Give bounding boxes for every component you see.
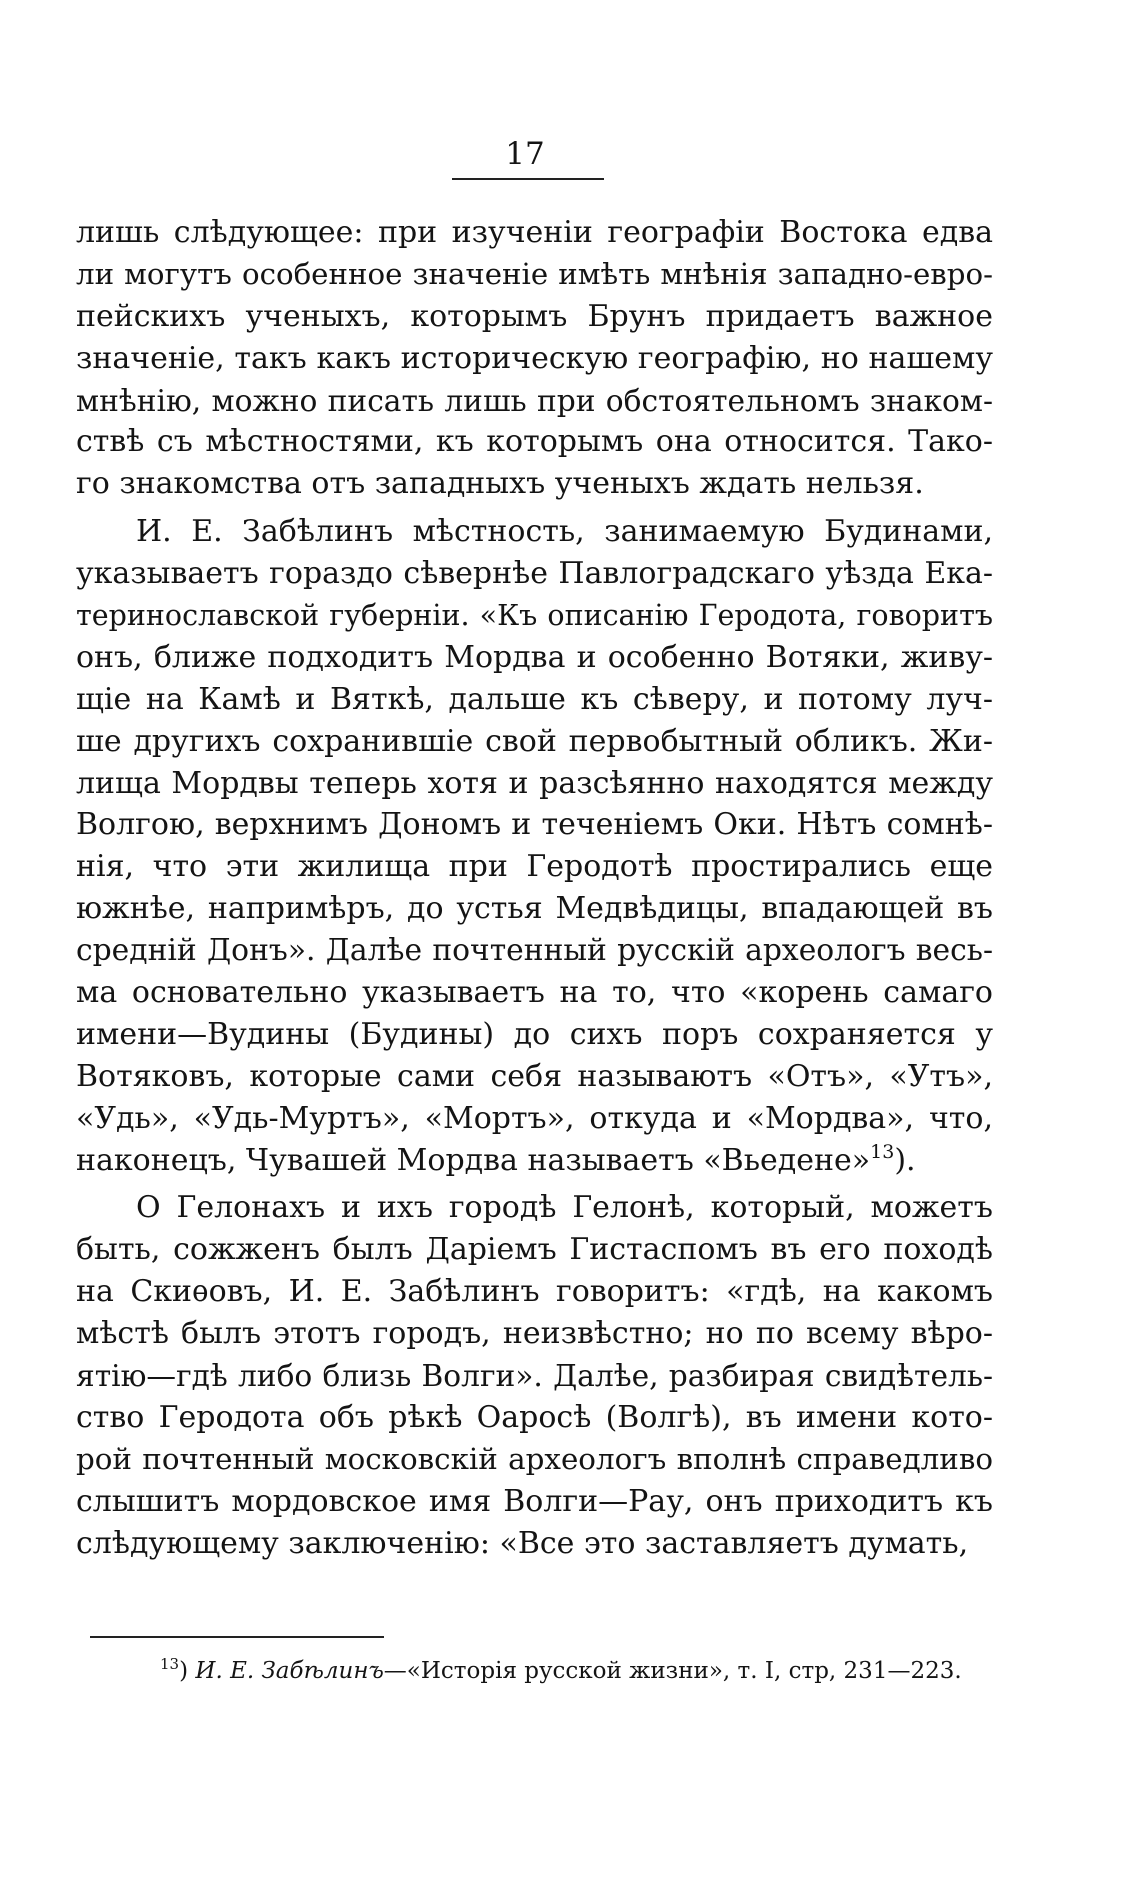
text-line: теринославской губерніи. «Къ описанію Геродота, говоритъ bbox=[76, 599, 993, 633]
text-line: мѣстѣ былъ этотъ городъ, неизвѣстно; но по всему вѣро- bbox=[76, 1316, 993, 1352]
footnote-reference: 13 bbox=[870, 1140, 895, 1163]
text-line: на Скиѳовъ, И. Е. Забѣлинъ говоритъ: «гдѣ, на какомъ bbox=[76, 1274, 993, 1310]
text-line: ятію—гдѣ либо близь Волги». Далѣе, разбирая свидѣтель- bbox=[76, 1358, 993, 1394]
footnote-text: —«Исторія русской жизни», т. I, стр, 231—223. bbox=[383, 1658, 962, 1684]
text-line: лишь слѣдующее: при изученіи географіи Востока едва bbox=[76, 215, 993, 250]
paragraph bbox=[76, 511, 993, 1181]
text-line: го знакомства отъ западныхъ ученыхъ ждать нельзя. bbox=[76, 466, 924, 502]
text-line: онъ, ближе подходитъ Мордва и особенно Вотяки, живу- bbox=[76, 639, 993, 675]
text-line-tail: ). bbox=[894, 1142, 916, 1178]
text-line: ство Геродота объ рѣкѣ Оаросѣ (Волгѣ), въ имени кото- bbox=[76, 1399, 993, 1435]
text-line: лища Мордвы теперь хотя и разсѣянно находятся между bbox=[76, 765, 993, 801]
text-line: рой почтенный московскій археологъ вполнѣ справедливо bbox=[76, 1441, 993, 1476]
text-line: слѣдующему заключенію: «Все это заставляетъ думать, bbox=[76, 1525, 969, 1561]
text-line: О Гелонахъ и ихъ городѣ Гелонѣ, который, можетъ bbox=[136, 1190, 993, 1226]
text-line: южнѣе, напримѣръ, до устья Медвѣдицы, впадающей въ bbox=[76, 891, 993, 927]
text-line: средній Донъ». Далѣе почтенный русскій археологъ весь- bbox=[76, 933, 993, 969]
text-line: «Удь», «Удь-Муртъ», «Мортъ», откуда и «Мордва», что, bbox=[76, 1100, 993, 1136]
text-line: ствѣ съ мѣстностями, къ которымъ она относится. Тако- bbox=[76, 424, 993, 460]
text-line: значеніе, такъ какъ историческую географію, но нашему bbox=[76, 340, 993, 376]
text-line: слышитъ мордовское имя Волги—Рау, онъ приходитъ къ bbox=[76, 1483, 993, 1519]
text-line: Волгою, верхнимъ Дономъ и теченіемъ Оки. Нѣтъ сомнѣ- bbox=[76, 807, 993, 843]
text-line: указываетъ гораздо сѣвернѣе Павлоградскаго уѣзда Ека- bbox=[76, 556, 993, 592]
footnote-mark: 13 bbox=[160, 1655, 180, 1673]
footnote-rule bbox=[90, 1636, 384, 1638]
text-line: Вотяковъ, которые сами себя называютъ «Отъ», «Утъ», bbox=[76, 1058, 993, 1094]
text-line: ма основательно указываетъ на то, что «корень самаго bbox=[76, 975, 993, 1011]
body-text bbox=[76, 212, 993, 1565]
footnote: $^{13}$) И. Е. Забѣлинъ—«Исторія русской жизни», т. I, стр, 231—223. bbox=[160, 1655, 962, 1684]
footnote-author: И. Е. Забѣлинъ bbox=[195, 1658, 384, 1684]
text-line: пейскихъ ученыхъ, которымъ Брунъ придаетъ важное bbox=[76, 298, 993, 334]
text-line: ли могутъ особенное значеніе имѣть мнѣнія западно-евро- bbox=[76, 256, 993, 291]
header-rule bbox=[452, 178, 604, 180]
text-line: ше другихъ сохранившіе свой первобытный обликъ. Жи- bbox=[76, 723, 993, 759]
text-line: нія, что эти жилища при Геродотѣ простирались еще bbox=[76, 849, 993, 885]
paragraph bbox=[76, 212, 993, 505]
text-line: быть, сожженъ былъ Даріемъ Гистаспомъ въ его походѣ bbox=[76, 1232, 993, 1268]
text-line bbox=[76, 1140, 993, 1182]
text-line-body: наконецъ, Чувашей Мордва называетъ «Вьедене» bbox=[76, 1142, 871, 1178]
page-number: 17 bbox=[505, 136, 545, 172]
text-line: имени—Вудины (Будины) до сихъ поръ сохраняется у bbox=[76, 1016, 993, 1052]
text-line: мнѣнію, можно писать лишь при обстоятельномъ знаком- bbox=[76, 382, 993, 418]
text-line: И. Е. Забѣлинъ мѣстность, занимаемую Будинами, bbox=[136, 514, 993, 550]
text-line: щіе на Камѣ и Вяткѣ, дальше къ сѣверу, и потому луч- bbox=[76, 681, 993, 717]
paragraph bbox=[76, 1187, 993, 1564]
